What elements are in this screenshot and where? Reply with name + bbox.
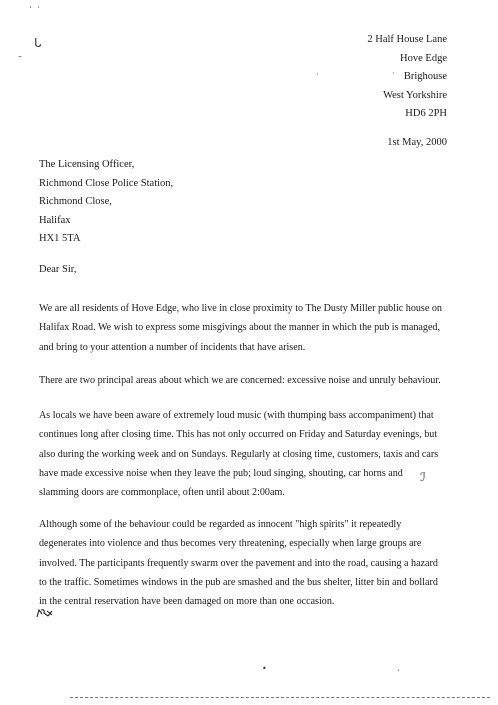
scan-speck: ᒐ <box>34 36 42 50</box>
letter-date: 1st May, 2000 <box>387 137 447 148</box>
sender-address <box>367 31 447 124</box>
handwritten-initials <box>36 608 54 618</box>
handwritten-tick-mark: ℐ <box>420 470 426 484</box>
paragraph-line: continues long after closing time. This has not only occurred on Friday and Saturday evenings, but <box>39 429 438 441</box>
paragraph-line: involved. The participants frequently swarm over the pavement and into the road, causing a hazard <box>39 557 438 569</box>
body-paragraph <box>39 515 469 611</box>
recipient-line: Richmond Close Police Station, <box>39 177 174 189</box>
paragraph-line: slamming doors are commonplace, often until about 2:00am. <box>39 487 285 499</box>
scan-speck: • <box>262 664 267 673</box>
sender-line: Hove Edge <box>400 52 447 64</box>
sender-line: West Yorkshire <box>383 89 447 101</box>
scan-speck: ˏ <box>396 662 400 671</box>
salutation: Dear Sir, <box>39 264 77 275</box>
paragraph-line: As locals we have been aware of extremely loud music (with thumping bass accompaniment) that <box>39 410 434 421</box>
paragraph-line: in the central reservation have been damaged on more than one occasion. <box>39 596 335 608</box>
scan-speck: · <box>392 69 395 78</box>
sender-line: 2 Half House Lane <box>367 34 447 45</box>
page-bottom-edge <box>70 697 490 698</box>
paragraph-line: have made excessive noise when they leave the pub; loud singing, shouting, car horns and <box>39 467 403 479</box>
body-paragraph <box>39 406 469 502</box>
sender-line: HD6 2PH <box>405 108 447 119</box>
paragraph-line: Although some of the behaviour could be regarded as innocent "high spirits" it repeatedly <box>39 519 402 530</box>
recipient-line: The Licensing Officer, <box>39 159 135 170</box>
paragraph-line: There are two principal areas about which we are concerned: excessive noise and unruly behaviour. <box>39 375 441 386</box>
paragraph-line: Halifax Road. We wish to express some misgivings about the manner in which the pub is managed, <box>39 322 440 334</box>
scan-speck: ˙ ˙ <box>28 6 42 17</box>
paragraph-line: We are all residents of Hove Edge, who live in close proximity to The Dusty Miller public house on <box>39 303 442 314</box>
recipient-line: Richmond Close, <box>39 196 112 207</box>
scan-speck: – <box>18 52 22 61</box>
sender-line: Brighouse <box>403 71 447 82</box>
recipient-address <box>39 156 173 249</box>
scan-speck: · <box>316 70 319 79</box>
paragraph-line: to the traffic. Sometimes windows in the pub are smashed and the bus shelter, litter bin and bollard <box>39 576 438 588</box>
body-paragraph <box>39 299 469 357</box>
paragraph-line: also during the working week and on Sundays. Regularly at closing time, customers, taxis and cars <box>39 448 439 460</box>
recipient-line: HX1 5TA <box>39 233 81 244</box>
paragraph-line: degenerates into violence and thus becomes very threatening, especially when large groups are <box>39 538 422 550</box>
body-paragraph <box>39 371 469 390</box>
recipient-line: Halifax <box>39 214 71 226</box>
paragraph-line: and bring to your attention a number of incidents that have arisen. <box>39 341 306 353</box>
